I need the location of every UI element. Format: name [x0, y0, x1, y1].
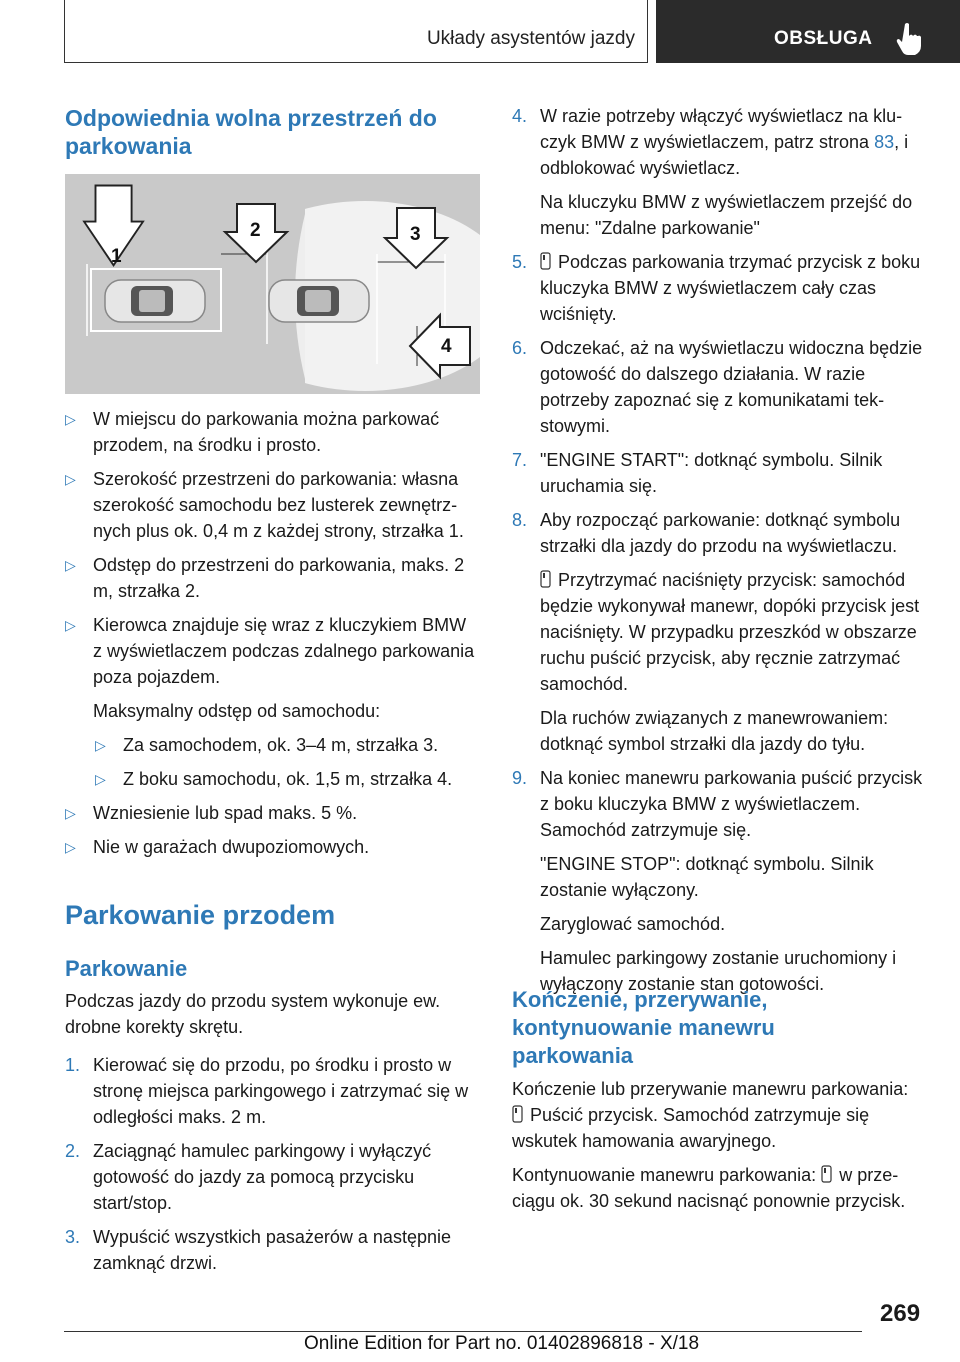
footer-edition: Online Edition for Part no. 01402896818 - X/18	[304, 1333, 700, 1354]
step-item: 6. Odczekać, aż na wyświetlaczu widoczna będzie gotowość do dalszego działania. W razie potrzeby zapoznać się z komunikatami tekstowymi.	[512, 338, 923, 436]
key-button-icon	[540, 252, 552, 270]
triangle-bullet-icon: ▷	[65, 411, 76, 427]
triangle-bullet-icon: ▷	[65, 617, 76, 633]
max-distance-text: Maksymalny odstęp od samochodu:	[93, 701, 381, 721]
parked-car-icon	[105, 280, 205, 322]
step-item: 1. Kierować się do przodu, po środku i prosto w stronę miejsca parkingowego i zatrzymać się w odległości maks. 2 m.	[65, 1055, 469, 1127]
step-note: Na kluczyku BMW z wyświetlaczem przejść do menu: "Zdalne parkowanie"	[540, 192, 913, 238]
intro-text: Podczas jazdy do przodu system wykonuje ew. drobne korekty skrętu.	[65, 991, 441, 1037]
list-item: ▷ Wzniesienie lub spad maks. 5 %.	[65, 800, 480, 826]
step-item: 2. Zaciągnąć hamulec parkingowy i wyłączyć gotowość do jazdy za pomocą przycisku start/stop.	[65, 1141, 432, 1213]
figure-label-3: 3	[410, 224, 421, 245]
list-item: ▷ Szerokość przestrzeni do parkowania: własna szerokość samochodu bez lusterek zewnętrznych plus ok. 0,4 m z każdej strony, strzałka 1.	[65, 466, 480, 544]
step-item: 8. Aby rozpocząć parkowanie: dotknąć symbolu strzałki dla jazdy do przodu na wyświetlaczu.	[512, 510, 901, 556]
triangle-bullet-icon: ▷	[95, 771, 106, 787]
approaching-car-icon	[269, 280, 369, 322]
page-number: 269	[880, 1300, 921, 1327]
figure-label-4: 4	[441, 336, 452, 357]
free-space-heading: Odpowiednia wolna przestrzeń do parkowania	[65, 105, 437, 159]
header-chapter-box	[656, 0, 960, 63]
parking-space-diagram	[65, 174, 480, 394]
figure-label-2: 2	[250, 220, 261, 241]
figure-label-1: 1	[111, 246, 122, 267]
triangle-bullet-icon: ▷	[65, 471, 76, 487]
pointing-hand-icon	[896, 22, 926, 56]
finish-paragraph: Kończenie lub przerywanie manewru parkowania: Puścić przycisk. Samochód zatrzymuje się wskutek hamowania awaryjnego.	[512, 1079, 909, 1151]
page-link[interactable]: 83	[874, 132, 895, 152]
step-note: Zaryglować samochód.	[540, 914, 726, 934]
list-item: ▷ Z boku samochodu, ok. 1,5 m, strzałka 4.	[65, 766, 480, 792]
header-section-title: Układy asystentów jazdy	[426, 28, 635, 49]
list-item: ▷ Odstęp do przestrzeni do parkowania, maks. 2 m, strzałka 2.	[65, 552, 480, 604]
footer-divider	[64, 1331, 862, 1332]
triangle-bullet-icon: ▷	[65, 805, 76, 821]
list-item: ▷ Za samochodem, ok. 3–4 m, strzałka 3.	[65, 732, 480, 758]
triangle-bullet-icon: ▷	[95, 737, 106, 753]
step-item: 9. Na koniec manewru parkowania puścić przycisk z boku kluczyka BMW z wyświetlaczem. Samochód zatrzymuje się.	[512, 768, 923, 840]
left-steps	[65, 988, 480, 1276]
step-note: Przytrzymać naciśnięty przycisk: samochód będzie wykonywał manewr, dopóki przycisk jest naciśnięty. W przypadku przeszkód w obszarze ruchu puścić przycisk, aby ręcznie zatrzymać samochód.	[540, 570, 920, 694]
step-note: "ENGINE STOP": dotknąć symbolu. Silnik zostanie wyłączony.	[540, 854, 874, 900]
finish-text	[512, 1076, 930, 1214]
finish-heading: Kończenie, przerywanie, kontynuowanie manewru parkowania	[512, 987, 775, 1068]
continue-paragraph: Kontynuowanie manewru parkowania: w przeciągu ok. 30 sekund nacisnąć ponownie przycisk.	[512, 1165, 906, 1211]
right-steps	[512, 103, 928, 997]
step-item: 4. W razie potrzeby włączyć wyświetlacz na kluczyk BMW z wyświetlaczem, patrz strona 83, i odblokować wyświetlacz.	[512, 106, 909, 178]
triangle-bullet-icon: ▷	[65, 557, 76, 573]
forward-parking-heading: Parkowanie przodem	[65, 900, 336, 930]
header-section-box	[64, 0, 648, 63]
step-note: Dla ruchów związanych z manewrowaniem: dotknąć symbol strzałki dla jazdy do tyłu.	[540, 708, 889, 754]
header-chapter-title: OBSŁUGA	[774, 28, 873, 49]
key-button-icon	[512, 1105, 524, 1123]
left-column-list	[65, 406, 480, 860]
triangle-bullet-icon: ▷	[65, 839, 76, 855]
list-item: ▷ Kierowca znajduje się wraz z kluczykiem BMW z wyświetlaczem podczas zdalnego parkowania poza pojazdem.	[65, 612, 480, 690]
key-button-icon	[540, 570, 552, 588]
step-item: 3. Wypuścić wszystkich pasażerów a następnie zamknąć drzwi.	[65, 1227, 451, 1273]
list-item: ▷ W miejscu do parkowania można parkować przodem, na środku i prosto.	[65, 406, 480, 458]
step-item: 5. Podczas parkowania trzymać przycisk z boku kluczyka BMW z wyświetlaczem cały czas wciśnięty.	[512, 252, 921, 324]
list-item: ▷ Nie w garażach dwupoziomowych.	[65, 834, 480, 860]
key-button-icon	[821, 1165, 833, 1183]
step-item: 7. "ENGINE START": dotknąć symbolu. Silnik uruchamia się.	[512, 450, 883, 496]
parking-subheading: Parkowanie	[65, 956, 188, 981]
step-note: Hamulec parkingowy zostanie uruchomiony i wyłączony zostanie stan gotowości.	[540, 948, 897, 994]
